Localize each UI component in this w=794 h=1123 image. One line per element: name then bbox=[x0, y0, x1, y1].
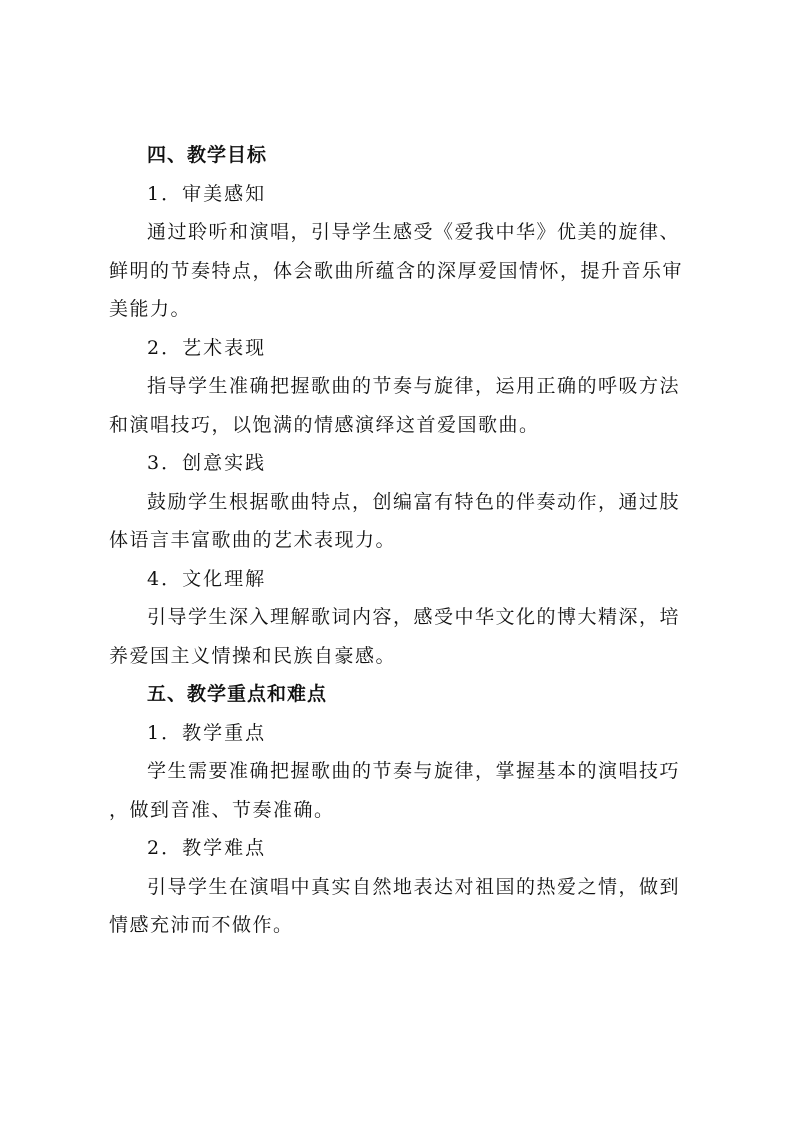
paragraph-line: 引导学生在演唱中真实自然地表达对祖国的热爱之情，做到 bbox=[147, 875, 681, 898]
paragraph-line: 指导学生准确把握歌曲的节奏与旋律，运用正确的呼吸方法 bbox=[147, 375, 681, 397]
subheading-artistic-expression: 2．艺术表现 bbox=[147, 336, 267, 359]
paragraph-line: 美能力。 bbox=[109, 298, 192, 320]
paragraph-line: 通过聆听和演唱，引导学生感受《爱我中华》优美的旋律、 bbox=[147, 221, 681, 243]
subheading-teaching-focus: 1．教学重点 bbox=[147, 721, 267, 744]
paragraph-line: 体语言丰富歌曲的艺术表现力。 bbox=[109, 529, 397, 551]
paragraph-line: 鼓励学生根据歌曲特点，创编富有特色的伴奏动作，通过肢 bbox=[147, 490, 681, 513]
paragraph-line: 学生需要准确把握歌曲的节奏与旋律，掌握基本的演唱技巧 bbox=[147, 760, 681, 782]
subheading-creative-practice: 3．创意实践 bbox=[147, 452, 267, 474]
subheading-cultural-understanding: 4．文化理解 bbox=[147, 567, 267, 590]
paragraph-line: 鲜明的节奏特点，体会歌曲所蕴含的深厚爱国情怀，提升音乐审 bbox=[109, 259, 684, 282]
subheading-teaching-difficulty: 2．教学难点 bbox=[147, 837, 267, 859]
paragraph-line: 养爱国主义情操和民族自豪感。 bbox=[109, 644, 397, 667]
paragraph-line: 情感充沛而不做作。 bbox=[109, 914, 294, 936]
section-heading-objectives: 四、教学目标 bbox=[147, 144, 268, 166]
paragraph-line: 引导学生深入理解歌词内容，感受中华文化的博大精深，培 bbox=[147, 606, 681, 628]
subheading-aesthetic-perception: 1．审美感知 bbox=[147, 182, 267, 205]
paragraph-line: 和演唱技巧，以饱满的情感演绎这首爱国歌曲。 bbox=[109, 413, 540, 436]
paragraph-line: ，做到音准、节奏准确。 bbox=[109, 798, 335, 821]
section-heading-key-points: 五、教学重点和难点 bbox=[147, 683, 328, 705]
document-body bbox=[109, 136, 695, 945]
